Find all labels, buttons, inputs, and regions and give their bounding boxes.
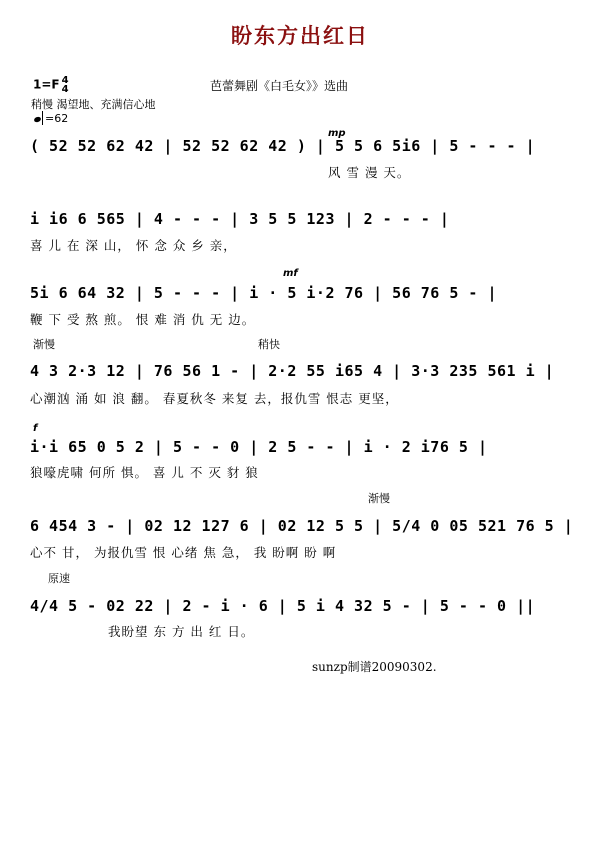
key-prefix: 1=F xyxy=(33,77,60,92)
dynamic-mp: mp xyxy=(328,128,346,139)
lyrics-line: 狼嚎虎啸 何所 惧。 喜 儿 不 灭 豺 狼 xyxy=(30,465,259,480)
lyrics-line: 心不 甘， 为报仇雪 恨 心绪 焦 急， 我 盼啊 盼 啊 xyxy=(30,545,337,560)
note-stem-icon xyxy=(42,111,43,125)
section-mark: 渐慢 xyxy=(368,492,390,505)
notation-line: 4/4 5 - 02 22 | 2 - i · 6 | 5 i 4 32 5 - | 5 - - 0 || xyxy=(30,597,536,615)
tempo-text: 稍慢 渴望地、充满信心地 xyxy=(31,98,156,111)
key-signature xyxy=(33,76,69,94)
notation-line: i·i 65 0 5 2 | 5 - - 0 | 2 5 - - | i · 2 i76 5 | xyxy=(30,438,488,456)
lyrics-line: 风 雪 漫 天。 xyxy=(328,165,411,180)
metronome-value: =62 xyxy=(45,112,69,125)
notation-line: ( 52 52 62 42 | 52 52 62 42 ) | 5 5 6 5i6 | 5 - - - | xyxy=(30,137,536,155)
notation-line: i i6 6 565 | 4 - - - | 3 5 5 123 | 2 - - - | xyxy=(30,210,450,228)
notation-line: 5i 6 64 32 | 5 - - - | i · 5 i·2 76 | 56 76 5 - | xyxy=(30,284,498,302)
notation-line: 6 454 3 - | 02 12 127 6 | 02 12 5 5 | 5/4 0 05 521 76 5 | xyxy=(30,517,574,535)
page-title: 盼东方出红日 xyxy=(231,24,369,48)
credit-text: sunzp制谱20090302. xyxy=(312,660,437,674)
dynamic-f: f xyxy=(33,423,38,434)
time-denominator: 4 xyxy=(61,84,69,95)
section-mark: 原速 xyxy=(48,572,70,585)
metronome xyxy=(34,111,68,125)
quarter-note-icon xyxy=(33,116,41,123)
section-mark: 渐慢 xyxy=(33,338,55,351)
lyrics-line: 我盼望 东 方 出 红 日。 xyxy=(108,624,255,639)
dynamic-mf: mf xyxy=(283,268,298,279)
source-text: 芭蕾舞剧《白毛女》》选曲 xyxy=(210,79,349,93)
time-numerator: 4 xyxy=(61,75,69,86)
lyrics-line: 鞭 下 受 熬 煎。 恨 难 消 仇 无 边。 xyxy=(30,312,256,327)
lyrics-line: 心潮汹 涌 如 浪 翻。 春夏秋冬 来复 去，报仇雪 恨志 更坚， xyxy=(30,391,399,406)
notation-line: 4 3 2·3 12 | 76 56 1 - | 2·2 55 i65 4 | 3·3 235 561 i | xyxy=(30,362,555,380)
section-mark: 稍快 xyxy=(258,338,280,351)
time-signature xyxy=(62,76,69,94)
lyrics-line: 喜 儿 在 深 山， 怀 念 众 乡 亲， xyxy=(30,238,237,253)
